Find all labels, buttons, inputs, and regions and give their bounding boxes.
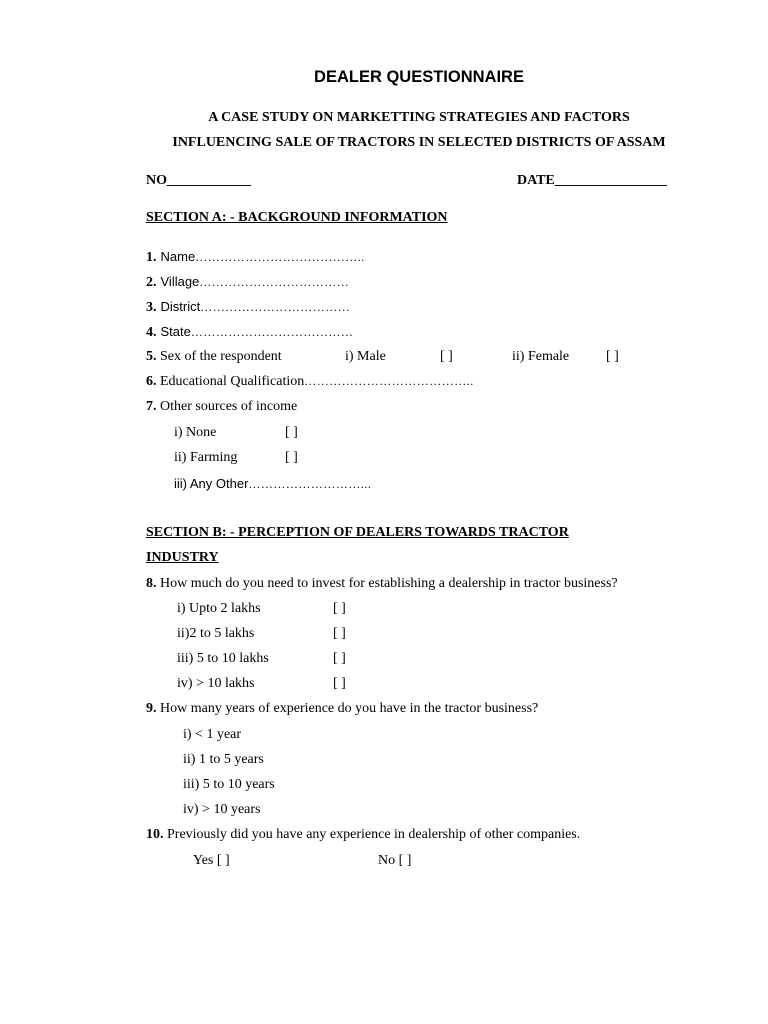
question-6	[146, 374, 474, 390]
experience-option-2[interactable]: ii) 1 to 5 years	[183, 752, 264, 767]
prior-experience-question: Previously did you have any experience in dealership of other companies.	[167, 827, 581, 842]
question-4	[146, 323, 353, 341]
income-label: Other sources of income	[160, 399, 298, 414]
investment-option-4: iv) > 10 lakhs	[177, 676, 255, 691]
state-field[interactable]: …………………………………	[190, 325, 354, 339]
income-option-farming: ii) Farming	[174, 450, 238, 465]
education-field[interactable]: …………………………………..	[304, 374, 474, 388]
question-number: 10.	[146, 827, 164, 842]
section-b-heading-line-2: INDUSTRY	[146, 550, 219, 565]
section-b-heading-line-1: SECTION B: - PERCEPTION OF DEALERS TOWARDS TRACTOR	[146, 525, 569, 540]
sex-option-male: i) Male	[345, 349, 386, 364]
investment-option-2: ii)2 to 5 lakhs	[177, 626, 255, 641]
question-2	[146, 273, 349, 291]
education-label: Educational Qualification	[160, 374, 305, 389]
investment-checkbox-4[interactable]: [ ]	[333, 676, 346, 691]
sex-option-female: ii) Female	[512, 349, 570, 364]
district-label: District	[160, 299, 201, 314]
income-option-other	[174, 475, 371, 493]
question-number: 5.	[146, 349, 157, 364]
question-5	[146, 349, 282, 365]
investment-option-1: i) Upto 2 lakhs	[177, 601, 261, 616]
question-number: 4.	[146, 325, 157, 340]
yes-checkbox[interactable]: Yes [ ]	[193, 853, 230, 868]
male-checkbox[interactable]: [ ]	[440, 349, 453, 364]
any-other-field[interactable]: ………………………...	[248, 477, 372, 491]
experience-option-4[interactable]: iv) > 10 years	[183, 802, 261, 817]
question-10	[146, 827, 580, 843]
question-number: 1.	[146, 250, 157, 265]
subtitle-line-1: A CASE STUDY ON MARKETTING STRATEGIES AND FACTORS	[208, 110, 630, 125]
question-number: 8.	[146, 576, 157, 591]
section-a-heading: SECTION A: - BACKGROUND INFORMATION	[146, 210, 448, 225]
investment-question: How much do you need to invest for establishing a dealership in tractor business?	[160, 576, 618, 591]
village-field[interactable]: ………………………………	[199, 275, 350, 289]
investment-checkbox-2[interactable]: [ ]	[333, 626, 346, 641]
sex-label: Sex of the respondent	[160, 349, 282, 364]
investment-option-3: iii) 5 to 10 lakhs	[177, 651, 269, 666]
any-other-label: iii) Any Other	[174, 476, 249, 491]
question-number: 3.	[146, 300, 157, 315]
farming-checkbox[interactable]: [ ]	[285, 450, 298, 465]
question-1	[146, 248, 365, 266]
date-field[interactable]: DATE________________	[517, 173, 667, 188]
question-9	[146, 701, 538, 717]
subtitle-line-2: INFLUENCING SALE OF TRACTORS IN SELECTED DISTRICTS OF ASSAM	[172, 135, 666, 150]
no-checkbox[interactable]: No [ ]	[378, 853, 412, 868]
village-label: Village	[160, 274, 200, 289]
experience-question: How many years of experience do you have in the tractor business?	[160, 701, 539, 716]
state-label: State	[160, 324, 191, 339]
name-label: Name	[160, 249, 196, 264]
district-field[interactable]: ………………………………	[200, 300, 351, 314]
form-number-field[interactable]: NO____________	[146, 173, 251, 188]
none-checkbox[interactable]: [ ]	[285, 425, 298, 440]
question-number: 7.	[146, 399, 157, 414]
question-3	[146, 298, 350, 316]
female-checkbox[interactable]: [ ]	[606, 349, 619, 364]
question-number: 6.	[146, 374, 157, 389]
question-number: 9.	[146, 701, 157, 716]
question-number: 2.	[146, 275, 157, 290]
name-field[interactable]: …………………………………..	[195, 250, 365, 264]
investment-checkbox-3[interactable]: [ ]	[333, 651, 346, 666]
income-option-none: i) None	[174, 425, 217, 440]
question-8	[146, 576, 618, 592]
investment-checkbox-1[interactable]: [ ]	[333, 601, 346, 616]
question-7	[146, 399, 297, 415]
page-title: DEALER QUESTIONNAIRE	[314, 68, 524, 86]
experience-option-1[interactable]: i) < 1 year	[183, 727, 242, 742]
experience-option-3[interactable]: iii) 5 to 10 years	[183, 777, 275, 792]
